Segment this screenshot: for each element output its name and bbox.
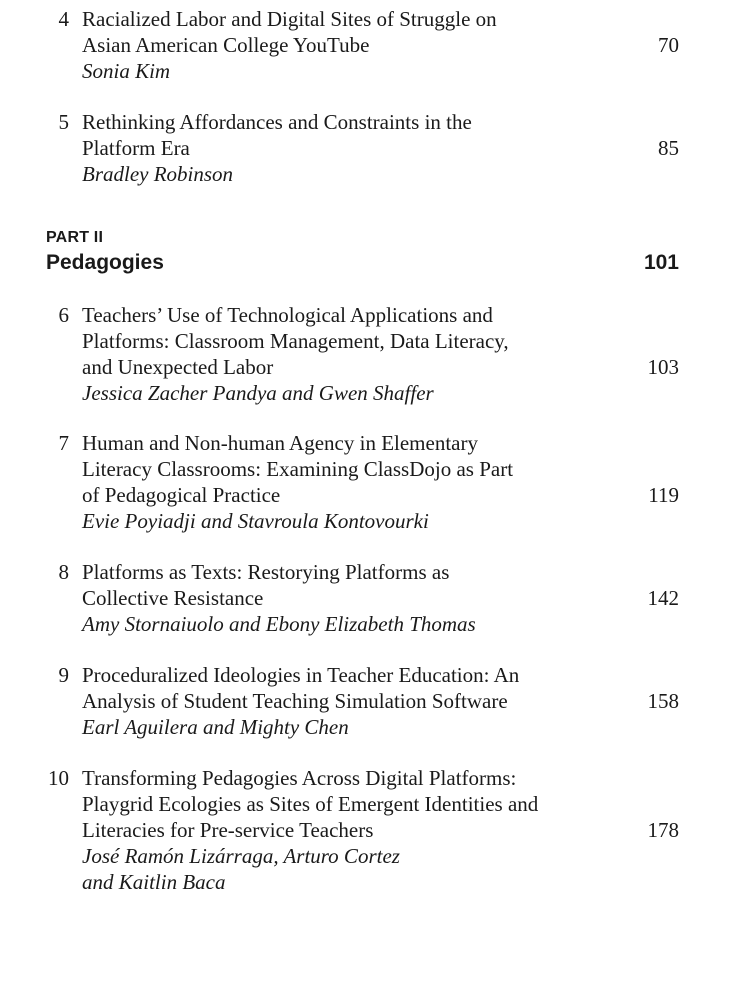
- chapter-title-line: Literacies for Pre-service Teachers: [82, 818, 374, 842]
- chapter-title-line: Literacy Classrooms: Examining ClassDojo as Part: [82, 457, 514, 481]
- chapter-title-line: Asian American College YouTube: [82, 33, 370, 57]
- chapter-author: Earl Aguilera and Mighty Chen: [82, 715, 349, 739]
- chapter-author: Sonia Kim: [82, 59, 171, 83]
- chapter-title-line: Analysis of Student Teaching Simulation Software: [82, 689, 508, 713]
- part-label: PART II: [46, 229, 104, 246]
- chapter-title-line: Platform Era: [82, 136, 190, 160]
- chapter-title-line: Proceduralized Ideologies in Teacher Education: An: [82, 663, 520, 687]
- chapter-title-line: Transforming Pedagogies Across Digital Platforms:: [82, 766, 517, 790]
- chapter-page-number: 142: [647, 586, 679, 610]
- chapter-body: [82, 662, 622, 740]
- chapter-title-line: Human and Non-human Agency in Elementary: [82, 431, 478, 455]
- part-page-number: 101: [643, 251, 679, 274]
- chapter-title-line: and Unexpected Labor: [82, 355, 274, 379]
- chapter-title-line: Racialized Labor and Digital Sites of Struggle on: [82, 7, 497, 31]
- chapter-body: [82, 302, 622, 406]
- chapter-title-line: Platforms as Texts: Restorying Platforms as: [82, 560, 450, 584]
- chapter-title-line: Teachers’ Use of Technological Applications and: [82, 303, 493, 327]
- chapter-author: Jessica Zacher Pandya and Gwen Shaffer: [82, 381, 434, 405]
- chapter-number: 8: [58, 560, 69, 584]
- chapter-number: 10: [48, 766, 69, 790]
- chapter-page-number: 70: [658, 33, 679, 57]
- chapter-author: Bradley Robinson: [82, 162, 234, 186]
- chapter-number: 9: [58, 663, 69, 687]
- chapter-body: [82, 765, 622, 895]
- part-title: Pedagogies: [46, 251, 164, 274]
- chapter-body: [82, 559, 622, 637]
- chapter-body: [82, 430, 622, 534]
- chapter-number: 4: [58, 7, 69, 31]
- chapter-page-number: 85: [658, 136, 679, 160]
- chapter-title-line: Platforms: Classroom Management, Data Literacy,: [82, 329, 509, 353]
- chapter-body: [82, 6, 622, 84]
- chapter-author: Evie Poyiadji and Stavroula Kontovourki: [82, 509, 429, 533]
- chapter-number: 5: [58, 110, 69, 134]
- chapter-page-number: 178: [647, 818, 679, 842]
- chapter-page-number: 158: [647, 689, 679, 713]
- chapter-body: [82, 109, 622, 187]
- chapter-page-number: 119: [648, 483, 679, 507]
- chapter-author: and Kaitlin Baca: [82, 870, 226, 894]
- chapter-title-line: Collective Resistance: [82, 586, 264, 610]
- chapter-author: José Ramón Lizárraga, Arturo Cortez: [82, 844, 400, 868]
- chapter-number: 7: [58, 431, 69, 455]
- chapter-title-line: of Pedagogical Practice: [82, 483, 281, 507]
- chapter-title-line: Rethinking Affordances and Constraints in the: [82, 110, 472, 134]
- chapter-page-number: 103: [647, 355, 679, 379]
- chapter-number: 6: [58, 303, 69, 327]
- chapter-title-line: Playgrid Ecologies as Sites of Emergent Identities and: [82, 792, 539, 816]
- chapter-author: Amy Stornaiuolo and Ebony Elizabeth Thomas: [82, 612, 476, 636]
